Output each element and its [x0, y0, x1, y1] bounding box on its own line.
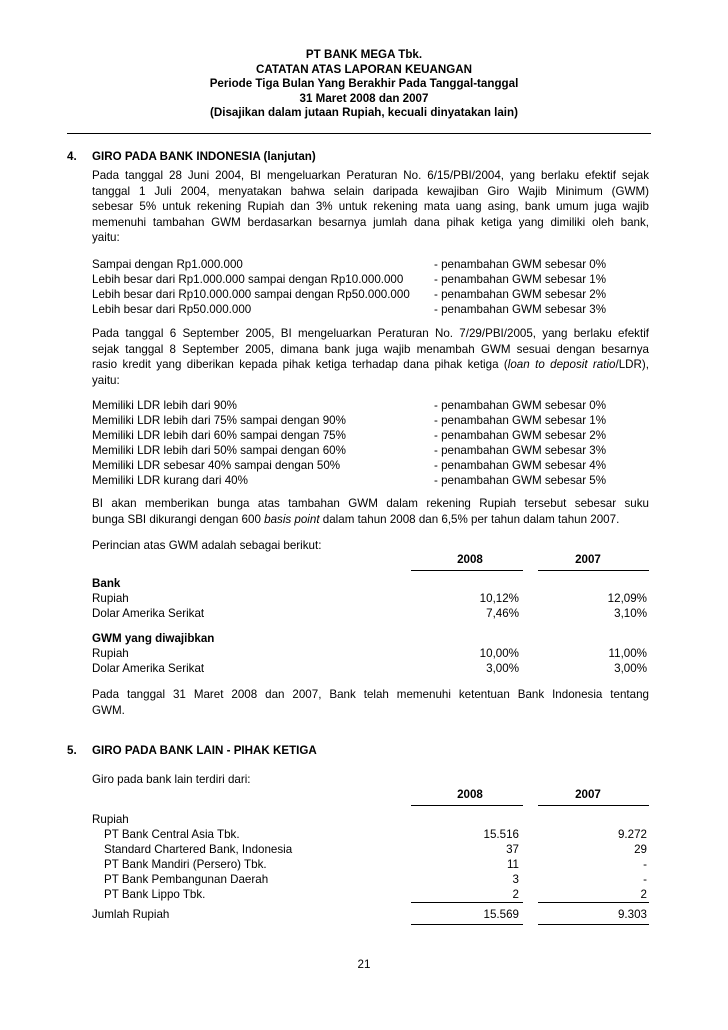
value-2007: -	[643, 858, 647, 871]
total-label: Jumlah Rupiah	[92, 908, 170, 921]
section-4-paragraph-1	[92, 168, 649, 246]
row-label: Standard Chartered Bank, Indonesia	[104, 843, 293, 856]
list2-item	[92, 443, 649, 458]
value-2007: 12,09%	[607, 592, 647, 605]
list2-value: - penambahan GWM sebesar 4%	[434, 459, 607, 472]
list2-item	[92, 458, 649, 473]
table-row	[92, 842, 649, 857]
value-2008: 2	[512, 888, 519, 901]
p2-text: rasio kredit yang diberikan kepada pihak ketiga terhadap dana pihak ketiga (	[92, 358, 508, 372]
p3-text: dalam tahun 2008 dan 6,5% per tahun dalam tahun 2007.	[319, 512, 620, 526]
list2-value: - penambahan GWM sebesar 5%	[434, 474, 607, 487]
table-row	[92, 661, 649, 676]
section-4-paragraph-4	[92, 687, 649, 718]
gwm-col-2007: 2007	[575, 553, 601, 566]
p2-line: yaitu:	[92, 373, 120, 387]
section-5-number: 5.	[67, 744, 77, 757]
value-2007: 2	[640, 888, 647, 901]
table-row	[92, 646, 649, 661]
subtotal-line-2007	[538, 902, 649, 903]
row-label: Dolar Amerika Serikat	[92, 607, 205, 620]
section-5-intro: Giro pada bank lain terdiri dari:	[92, 773, 251, 786]
value-2008: 3	[512, 873, 519, 886]
list1-item	[92, 302, 649, 317]
p2-line	[92, 357, 649, 373]
list1-item	[92, 257, 649, 272]
gwm-col-2008-underline	[411, 570, 523, 571]
p2-line: Pada tanggal 6 September 2005, BI mengeluarkan Peraturan No. 7/29/PBI/2005, yang berlaku efektif	[92, 327, 649, 340]
list1-label: Lebih besar dari Rp1.000.000 sampai dengan Rp10.000.000	[92, 273, 404, 286]
value-2008: 7,46%	[486, 607, 519, 620]
list2-item	[92, 473, 649, 488]
total-row	[92, 907, 649, 922]
section-4-paragraph-2	[92, 326, 649, 388]
document-title: CATATAN ATAS LAPORAN KEUANGAN	[256, 62, 472, 76]
p3-italic-term: basis point	[264, 512, 320, 526]
total-line-2008	[411, 924, 523, 925]
group-title: Bank	[92, 577, 121, 590]
value-2008: 10,12%	[479, 592, 519, 605]
table-row	[92, 827, 649, 842]
value-2007: -	[643, 873, 647, 886]
p1-line: tanggal 1 Juli 2004, menyatakan bahwa selain daripada kewajiban Giro Wajib Minimum (GWM)	[92, 184, 649, 198]
p1-line: Pada tanggal 28 Juni 2004, BI mengeluarkan Peraturan No. 6/15/PBI/2004, yang berlaku efektif sejak	[92, 169, 649, 182]
page-number: 21	[357, 958, 371, 971]
giro-col-2008: 2008	[457, 788, 483, 801]
section-4-title: GIRO PADA BANK INDONESIA (lanjutan)	[92, 150, 316, 163]
gwm-bank-group	[92, 576, 649, 591]
row-label: PT Bank Central Asia Tbk.	[104, 828, 240, 841]
table-row	[92, 606, 649, 621]
list2-value: - penambahan GWM sebesar 0%	[434, 399, 607, 412]
p3-text: bunga SBI dikurangi dengan 600	[92, 512, 265, 526]
period-line-1: Periode Tiga Bulan Yang Berakhir Pada Tanggal-tanggal	[209, 77, 519, 91]
value-2008: 15.516	[483, 828, 519, 841]
value-2008: 3,00%	[486, 662, 519, 675]
value-2007: 29	[634, 843, 647, 856]
list2-value: - penambahan GWM sebesar 1%	[434, 414, 607, 427]
list2-label: Memiliki LDR lebih dari 90%	[92, 399, 237, 412]
row-label: PT Bank Lippo Tbk.	[104, 888, 206, 901]
value-2007: 3,10%	[614, 607, 647, 620]
p2-line: sejak tanggal 8 September 2005, dimana bank juga wajib menambah GWM sesuai dengan besarnya	[92, 342, 649, 356]
value-2007: 3,00%	[614, 662, 647, 675]
gwm-col-2007-underline	[538, 570, 649, 571]
table-row	[92, 591, 649, 606]
value-2008: 10,00%	[479, 647, 519, 660]
p2-italic-term: loan to deposit ratio	[507, 358, 616, 372]
list2-item	[92, 428, 649, 443]
list1-item	[92, 272, 649, 287]
table-row	[92, 857, 649, 872]
gwm-col-2008: 2008	[457, 553, 483, 566]
currency-note: (Disajikan dalam jutaan Rupiah, kecuali dinyatakan lain)	[210, 106, 518, 120]
value-2008: 37	[506, 843, 519, 856]
list1-value: - penambahan GWM sebesar 1%	[434, 273, 607, 286]
section-4-paragraph-3	[92, 496, 649, 527]
list2-item	[92, 413, 649, 428]
list1-label: Lebih besar dari Rp50.000.000	[92, 303, 252, 316]
header-divider	[67, 133, 651, 134]
list2-label: Memiliki LDR lebih dari 60% sampai dengan 75%	[92, 429, 346, 442]
list1-label: Sampai dengan Rp1.000.000	[92, 258, 243, 271]
document-header	[0, 48, 728, 121]
section-4-number: 4.	[67, 150, 77, 163]
section-5-title: GIRO PADA BANK LAIN - PIHAK KETIGA	[92, 744, 317, 757]
giro-group	[92, 812, 649, 827]
p1-line: yaitu:	[92, 231, 120, 245]
p2-text: /LDR),	[615, 358, 649, 372]
list1-value: - penambahan GWM sebesar 2%	[434, 288, 607, 301]
list1-value: - penambahan GWM sebesar 3%	[434, 303, 607, 316]
row-label: Dolar Amerika Serikat	[92, 662, 205, 675]
list2-value: - penambahan GWM sebesar 3%	[434, 444, 607, 457]
list2-item	[92, 398, 649, 413]
list2-value: - penambahan GWM sebesar 2%	[434, 429, 607, 442]
list1-value: - penambahan GWM sebesar 0%	[434, 258, 607, 271]
row-label: Rupiah	[92, 647, 129, 660]
list2-label: Memiliki LDR kurang dari 40%	[92, 474, 248, 487]
table-row	[92, 887, 649, 902]
group-title: Rupiah	[92, 813, 129, 826]
giro-col-2007-underline	[538, 805, 649, 806]
group-title: GWM yang diwajibkan	[92, 632, 215, 645]
p4-line: Pada tanggal 31 Maret 2008 dan 2007, Bank telah memenuhi ketentuan Bank Indonesia tentang	[92, 688, 649, 701]
list2-label: Memiliki LDR lebih dari 50% sampai dengan 60%	[92, 444, 346, 457]
row-label: PT Bank Mandiri (Persero) Tbk.	[104, 858, 267, 871]
total-line-2007	[538, 924, 649, 925]
total-2008: 15.569	[483, 908, 519, 921]
p3-line	[92, 512, 649, 528]
p3-line: BI akan memberikan bunga atas tambahan GWM dalam rekening Rupiah tersebut sebesar suku	[92, 497, 649, 510]
company-name: PT BANK MEGA Tbk.	[305, 48, 423, 61]
table-row	[92, 872, 649, 887]
p1-line: sebesar 5% untuk rekening Rupiah dan 3% untuk rekening mata uang asing, bank umum juga wajib	[92, 200, 649, 214]
list2-label: Memiliki LDR sebesar 40% sampai dengan 50%	[92, 459, 341, 472]
giro-col-2007: 2007	[575, 788, 601, 801]
list1-label: Lebih besar dari Rp10.000.000 sampai dengan Rp50.000.000	[92, 288, 410, 301]
list1-item	[92, 287, 649, 302]
total-2007: 9.303	[617, 908, 647, 921]
gwm-table-intro: Perincian atas GWM adalah sebagai berikut:	[92, 539, 322, 552]
gwm-required-group	[92, 631, 649, 646]
row-label: PT Bank Pembangunan Daerah	[104, 873, 269, 886]
row-label: Rupiah	[92, 592, 129, 605]
value-2007: 11,00%	[608, 647, 647, 660]
giro-col-2008-underline	[411, 805, 523, 806]
subtotal-line-2008	[411, 902, 523, 903]
p1-line: memenuhi tambahan GWM berdasarkan besarnya jumlah dana pihak ketiga yang dimiliki oleh bank,	[92, 215, 649, 229]
value-2008: 11	[506, 858, 519, 871]
period-line-2: 31 Maret 2008 dan 2007	[299, 91, 429, 105]
value-2007: 9.272	[617, 828, 647, 841]
p4-line: GWM.	[92, 703, 125, 717]
list2-label: Memiliki LDR lebih dari 75% sampai dengan 90%	[92, 414, 346, 427]
